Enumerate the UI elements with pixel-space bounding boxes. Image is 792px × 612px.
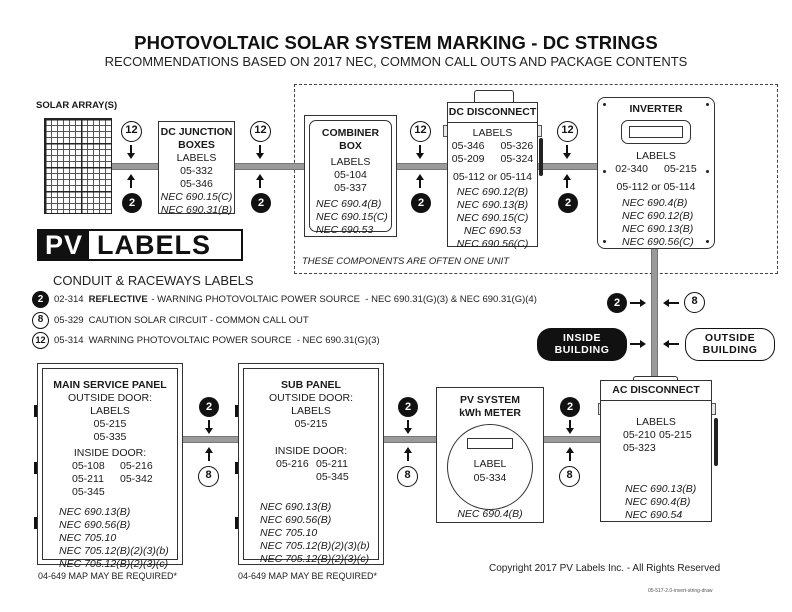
label-code: 05-335 bbox=[93, 431, 127, 443]
labels-heading: LABELS bbox=[636, 150, 676, 162]
nec-code: NEC 690.4(B) bbox=[625, 496, 691, 508]
arrow-down-icon bbox=[204, 420, 214, 434]
nec-code: NEC 690.13(B) bbox=[625, 483, 697, 495]
label-code: 05-345 bbox=[72, 486, 105, 498]
inverter-display-icon bbox=[621, 120, 691, 144]
label-code: 05-211 bbox=[72, 473, 104, 485]
badge-2: 2 bbox=[398, 397, 418, 417]
legend-row-2 bbox=[32, 291, 537, 308]
page-title: PHOTOVOLTAIC SOLAR SYSTEM MARKING - DC STRINGS bbox=[134, 32, 658, 53]
arrow-up-icon bbox=[126, 174, 136, 188]
badge-2: 2 bbox=[560, 397, 580, 417]
label-code: 05-346 bbox=[451, 140, 485, 152]
labels-heading: LABELS bbox=[330, 156, 371, 168]
badge-12: 12 bbox=[410, 121, 431, 142]
label-code: 05-324 bbox=[500, 153, 534, 165]
labels-heading: LABELS bbox=[472, 127, 513, 139]
nec-code: NEC 705.10 bbox=[59, 532, 117, 544]
arrow-up-icon bbox=[565, 447, 575, 461]
label-row bbox=[598, 163, 714, 176]
nec-code: NEC 690.54 bbox=[625, 509, 683, 521]
outside-door-heading: OUTSIDE DOOR: bbox=[67, 392, 152, 404]
nec-code: NEC 690.15(C) bbox=[316, 211, 388, 223]
inside-door-heading: INSIDE DOOR: bbox=[274, 445, 348, 457]
inside-line-1: INSIDE bbox=[562, 332, 601, 344]
conduit-main-to-sub bbox=[183, 436, 239, 443]
ac-disconnect-title: AC DISCONNECT bbox=[601, 381, 711, 401]
inverter-title: INVERTER bbox=[629, 103, 683, 115]
screw-icon bbox=[706, 103, 709, 106]
arrow-up-icon bbox=[562, 174, 572, 188]
nec-code: NEC 690.13(B) bbox=[59, 506, 131, 518]
arrow-left-icon bbox=[663, 298, 679, 308]
pv-labels-logo bbox=[37, 229, 243, 261]
logo-pv: PV bbox=[39, 231, 89, 259]
nec-code: NEC 690.13(B) bbox=[622, 223, 694, 235]
nec-code: NEC 705.12(B)(2)(3)(c) bbox=[260, 553, 370, 565]
badge-12: 12 bbox=[250, 121, 271, 142]
meter-display-icon bbox=[467, 438, 513, 449]
badge-8: 8 bbox=[32, 312, 49, 329]
conduit-array-to-junction bbox=[112, 163, 160, 170]
screw-icon bbox=[706, 240, 709, 243]
main-panel-footnote: 04-649 MAP MAY BE REQUIRED* bbox=[38, 571, 178, 581]
sub-panel-footnote: 04-649 MAP MAY BE REQUIRED* bbox=[238, 571, 378, 581]
arrow-left-icon bbox=[663, 339, 679, 349]
screw-icon bbox=[603, 170, 606, 173]
badge-2: 2 bbox=[32, 291, 49, 308]
main-service-panel bbox=[37, 363, 183, 570]
document-id: 05-517-2.0-invert-string-draw bbox=[648, 588, 713, 594]
label-code: 05-215 bbox=[294, 418, 328, 430]
nec-code: NEC 690.13(B) bbox=[260, 501, 332, 513]
screw-icon bbox=[603, 240, 606, 243]
badge-12: 12 bbox=[32, 332, 49, 349]
label-code: 05-345 bbox=[316, 471, 349, 483]
label-code: 05-215 bbox=[93, 418, 127, 430]
arrow-down-icon bbox=[255, 145, 265, 159]
dc-junction-boxes bbox=[158, 121, 235, 214]
legend-text: CAUTION SOLAR CIRCUIT - COMMON CALL OUT bbox=[88, 315, 309, 326]
nec-code: NEC 690.4(B) bbox=[316, 198, 382, 210]
legend-text: WARNING PHOTOVOLTAIC POWER SOURCE - NEC 690.31(G)(3) bbox=[88, 335, 380, 346]
nec-code: NEC 690.13(B) bbox=[456, 199, 529, 211]
badge-8: 8 bbox=[198, 466, 219, 487]
dc-junction-title-2: BOXES bbox=[178, 139, 215, 151]
main-panel-door bbox=[42, 368, 178, 570]
badge-2: 2 bbox=[199, 397, 219, 417]
label-code: 05-211 bbox=[316, 458, 348, 470]
logo-labels: LABELS bbox=[97, 230, 212, 260]
dc-disconnect-handle bbox=[539, 138, 543, 176]
legend-heading: CONDUIT & RACEWAYS LABELS bbox=[53, 273, 254, 288]
arrow-up-icon bbox=[415, 174, 425, 188]
arrow-down-icon bbox=[403, 420, 413, 434]
pv-kwh-meter bbox=[436, 387, 544, 523]
badge-8: 8 bbox=[559, 466, 580, 487]
combiner-inner-frame bbox=[309, 120, 392, 236]
label-alt: 05-112 or 05-114 bbox=[452, 171, 532, 183]
screw-icon bbox=[603, 103, 606, 106]
label-code: 05-323 bbox=[623, 442, 656, 454]
arrow-down-icon bbox=[126, 145, 136, 159]
nec-code: NEC 690.31(B) bbox=[160, 204, 233, 216]
meter-title-2: kWh METER bbox=[459, 407, 521, 419]
conduit-combiner-to-dc-disconnect bbox=[393, 163, 448, 170]
copyright: Copyright 2017 PV Labels Inc. - All Rights Reserved bbox=[489, 563, 721, 574]
arrow-down-icon bbox=[562, 145, 572, 159]
dc-disconnect-title: DC DISCONNECT bbox=[448, 103, 537, 123]
one-unit-note: THESE COMPONENTS ARE OFTEN ONE UNIT bbox=[302, 256, 510, 267]
outside-line-1: OUTSIDE bbox=[704, 332, 756, 344]
outside-door-heading: OUTSIDE DOOR: bbox=[268, 392, 353, 404]
legend-row-8 bbox=[32, 312, 309, 329]
sub-panel bbox=[238, 363, 384, 565]
labels-grid bbox=[601, 429, 711, 455]
ac-disconnect bbox=[600, 380, 712, 522]
badge-12: 12 bbox=[557, 121, 578, 142]
arrow-up-icon bbox=[204, 447, 214, 461]
arrow-down-icon bbox=[565, 420, 575, 434]
label-code: 05-332 bbox=[180, 165, 213, 177]
label-row bbox=[448, 140, 537, 153]
label-code: 05-342 bbox=[120, 473, 153, 485]
label-code: 05-334 bbox=[473, 472, 507, 484]
inside-labels-grid bbox=[43, 460, 177, 499]
ac-disconnect-handle bbox=[714, 418, 718, 466]
label-code: 05-337 bbox=[334, 182, 367, 194]
arrow-right-icon bbox=[630, 339, 646, 349]
label-code: 05-210 bbox=[623, 429, 656, 441]
legend-code: 05-329 bbox=[54, 315, 84, 326]
inside-building-tag bbox=[537, 328, 627, 361]
solar-array-label: SOLAR ARRAY(S) bbox=[36, 100, 118, 111]
label-alt: 05-112 or 05-114 bbox=[616, 181, 696, 193]
inside-labels-grid bbox=[244, 458, 378, 484]
conduit-sub-to-meter bbox=[382, 436, 438, 443]
combiner-title-1: COMBINER bbox=[321, 127, 380, 139]
labels-heading: LABELS bbox=[636, 416, 676, 428]
outside-building-tag bbox=[685, 328, 775, 361]
conduit-meter-to-ac-disconnect bbox=[542, 436, 602, 443]
nec-code: NEC 705.12(B)(2)(3)(c) bbox=[59, 558, 169, 570]
combiner-box bbox=[304, 115, 397, 237]
nec-code: NEC 690.4(B) bbox=[622, 197, 688, 209]
badge-2: 2 bbox=[607, 293, 627, 313]
label-code: 05-326 bbox=[500, 140, 534, 152]
label-code: 05-104 bbox=[334, 169, 367, 181]
nec-code: NEC 690.12(B) bbox=[622, 210, 694, 222]
meter-label-heading: LABEL bbox=[473, 458, 507, 470]
badge-8: 8 bbox=[397, 466, 418, 487]
outside-line-2: BUILDING bbox=[702, 344, 758, 356]
inside-line-2: BUILDING bbox=[554, 344, 610, 356]
label-code: 05-216 bbox=[276, 458, 309, 470]
nec-code: NEC 690.56(C) bbox=[622, 236, 694, 248]
solar-array-panel-icon bbox=[44, 118, 112, 214]
label-code: 05-209 bbox=[451, 153, 485, 165]
nec-code: NEC 705.12(B)(2)(3)(b) bbox=[260, 540, 370, 552]
nec-code: NEC 690.53 bbox=[316, 224, 374, 236]
legend-text: - WARNING PHOTOVOLTAIC POWER SOURCE - NEC 690.31(G)(3) & NEC 690.31(G)(4) bbox=[148, 294, 537, 305]
arrow-right-icon bbox=[630, 298, 646, 308]
sub-panel-door bbox=[243, 368, 379, 565]
arrow-down-icon bbox=[415, 145, 425, 159]
arrow-up-icon bbox=[403, 447, 413, 461]
page-subtitle: RECOMMENDATIONS BASED ON 2017 NEC, COMMON CALL OUTS AND PACKAGE CONTENTS bbox=[104, 54, 688, 69]
label-row bbox=[448, 153, 537, 166]
badge-2: 2 bbox=[558, 193, 578, 213]
nec-code: NEC 690.56(B) bbox=[260, 514, 332, 526]
legend-code: 05-314 bbox=[54, 335, 84, 346]
nec-code: NEC 690.4(B) bbox=[457, 508, 523, 520]
arrow-up-icon bbox=[255, 174, 265, 188]
conduit-dc-disconnect-to-inverter bbox=[537, 163, 599, 170]
dc-disconnect bbox=[447, 102, 538, 250]
nec-code: NEC 690.53 bbox=[463, 225, 522, 237]
label-code: 05-108 bbox=[72, 460, 105, 472]
inverter bbox=[597, 97, 715, 249]
badge-12: 12 bbox=[121, 121, 142, 142]
badge-8: 8 bbox=[684, 292, 705, 313]
legend-bold-tag: REFLECTIVE bbox=[88, 294, 148, 305]
combiner-title-2: BOX bbox=[339, 140, 362, 152]
legend-code: 02-314 bbox=[54, 294, 84, 305]
label-code: 05-215 bbox=[659, 429, 692, 441]
nec-code: NEC 705.10 bbox=[260, 527, 318, 539]
nec-code: NEC 690.56(C) bbox=[456, 238, 529, 250]
badge-2: 2 bbox=[251, 193, 271, 213]
labels-heading: LABELS bbox=[291, 405, 331, 417]
inside-door-heading: INSIDE DOOR: bbox=[73, 447, 147, 459]
meter-title-1: PV SYSTEM bbox=[459, 394, 521, 406]
screw-icon bbox=[706, 170, 709, 173]
nec-code: NEC 705.12(B)(2)(3)(b) bbox=[59, 545, 169, 557]
nec-code: NEC 690.12(B) bbox=[456, 186, 529, 198]
label-code: 05-215 bbox=[664, 163, 697, 175]
badge-2: 2 bbox=[122, 193, 142, 213]
labels-heading: LABELS bbox=[90, 405, 130, 417]
labels-heading: LABELS bbox=[176, 152, 217, 164]
conduit-junction-to-combiner bbox=[234, 163, 310, 170]
nec-code: NEC 690.15(C) bbox=[160, 191, 233, 203]
conduit-inverter-to-ac-disconnect bbox=[651, 249, 658, 377]
nec-code: NEC 690.15(C) bbox=[456, 212, 529, 224]
dc-junction-title-1: DC JUNCTION bbox=[160, 126, 233, 138]
nec-code: NEC 690.56(B) bbox=[59, 519, 131, 531]
label-code: 05-346 bbox=[180, 178, 213, 190]
main-panel-title: MAIN SERVICE PANEL bbox=[53, 379, 167, 391]
label-code: 02-340 bbox=[615, 163, 648, 175]
legend-row-12 bbox=[32, 332, 380, 349]
label-code: 05-216 bbox=[120, 460, 153, 472]
badge-2: 2 bbox=[411, 193, 431, 213]
sub-panel-title: SUB PANEL bbox=[281, 379, 341, 391]
